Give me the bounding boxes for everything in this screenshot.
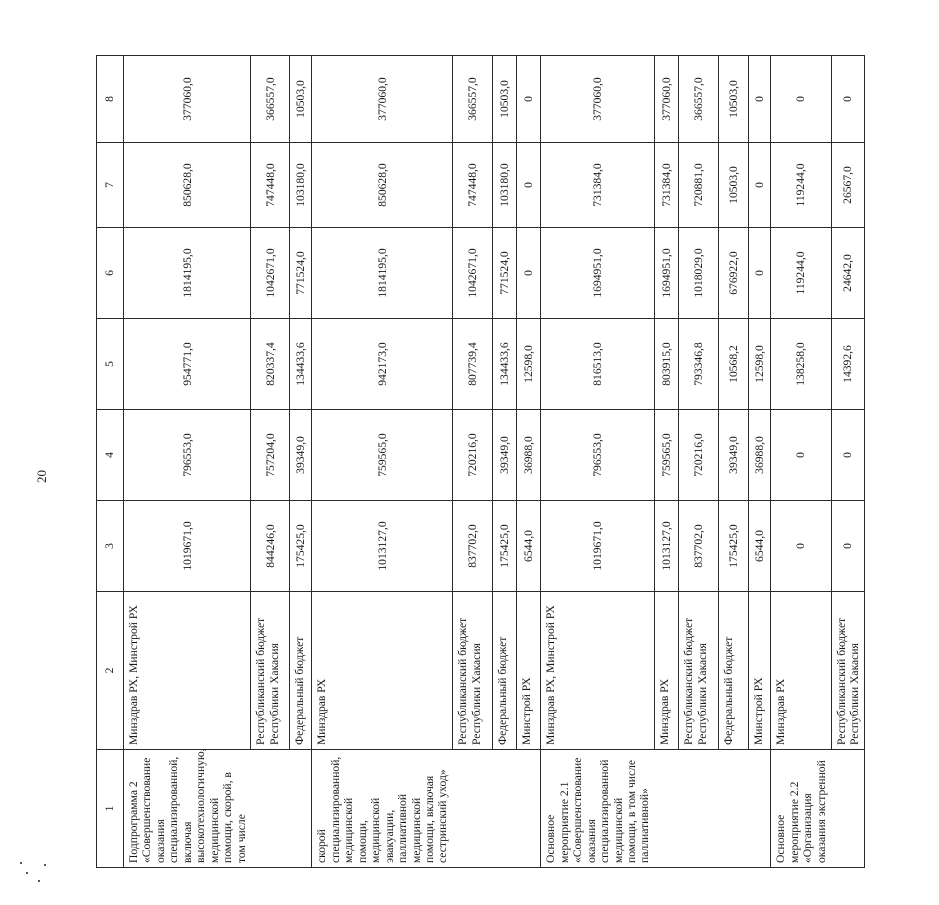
amount-cell: 138258,0	[771, 319, 831, 410]
amount-cell: 0	[831, 410, 865, 501]
amount-cell: 720216,0	[453, 410, 493, 501]
amount-cell: 747448,0	[251, 143, 290, 228]
amount-cell: 0	[771, 501, 831, 592]
amount-cell: 377060,0	[655, 56, 679, 143]
table-row	[541, 56, 655, 868]
header-cell: 6	[97, 228, 124, 319]
amount-cell: 676922,0	[719, 228, 749, 319]
program-name-cell	[749, 750, 771, 868]
header-cell: 4	[97, 410, 124, 501]
executor-source-cell: Федеральный бюджет	[493, 592, 517, 750]
amount-cell: 1042671,0	[251, 228, 290, 319]
table-row	[251, 56, 290, 868]
amount-cell: 12598,0	[749, 319, 771, 410]
amount-cell: 39349,0	[493, 410, 517, 501]
program-name-cell	[655, 750, 679, 868]
amount-cell: 0	[517, 143, 541, 228]
executor-source-cell: Федеральный бюджет	[719, 592, 749, 750]
amount-cell: 103180,0	[493, 143, 517, 228]
amount-cell: 119244,0	[771, 228, 831, 319]
program-name-cell	[251, 750, 290, 868]
amount-cell: 0	[749, 56, 771, 143]
program-name-cell	[679, 750, 719, 868]
amount-cell: 366557,0	[679, 56, 719, 143]
amount-cell: 26567,0	[831, 143, 865, 228]
amount-cell: 10503,0	[719, 56, 749, 143]
executor-source-cell: Минздрав РХ	[312, 592, 453, 750]
amount-cell: 366557,0	[453, 56, 493, 143]
executor-source-cell: Республиканский бюджет Республики Хакасия	[453, 592, 493, 750]
amount-cell: 803915,0	[655, 319, 679, 410]
amount-cell: 0	[517, 228, 541, 319]
amount-cell: 1694951,0	[655, 228, 679, 319]
amount-cell: 0	[771, 410, 831, 501]
amount-cell: 0	[831, 56, 865, 143]
amount-cell: 816513,0	[541, 319, 655, 410]
header-cell: 7	[97, 143, 124, 228]
executor-source-cell: Республиканский бюджет Республики Хакасия	[251, 592, 290, 750]
amount-cell: 36988,0	[749, 410, 771, 501]
table-row	[124, 56, 251, 868]
amount-cell: 1814195,0	[312, 228, 453, 319]
amount-cell: 0	[517, 56, 541, 143]
table-body	[97, 56, 865, 868]
amount-cell: 1694951,0	[541, 228, 655, 319]
executor-source-cell: Минстрой РХ	[517, 592, 541, 750]
amount-cell: 1013127,0	[655, 501, 679, 592]
table-row	[719, 56, 749, 868]
amount-cell: 119244,0	[771, 143, 831, 228]
amount-cell: 720216,0	[679, 410, 719, 501]
amount-cell: 844246,0	[251, 501, 290, 592]
program-name-cell	[290, 750, 312, 868]
amount-cell: 103180,0	[290, 143, 312, 228]
amount-cell: 10568,2	[719, 319, 749, 410]
executor-source-cell: Минздрав РХ, Минстрой РХ	[541, 592, 655, 750]
amount-cell: 837702,0	[679, 501, 719, 592]
amount-cell: 771524,0	[493, 228, 517, 319]
executor-source-cell: Минздрав РХ	[771, 592, 831, 750]
amount-cell: 720881,0	[679, 143, 719, 228]
amount-cell: 39349,0	[290, 410, 312, 501]
amount-cell: 837702,0	[453, 501, 493, 592]
table-row	[493, 56, 517, 868]
program-name-cell	[831, 750, 865, 868]
table-row	[290, 56, 312, 868]
amount-cell: 796553,0	[541, 410, 655, 501]
amount-cell: 807739,4	[453, 319, 493, 410]
table-row	[312, 56, 453, 868]
amount-cell: 377060,0	[541, 56, 655, 143]
header-cell: 2	[97, 592, 124, 750]
executor-source-cell: Федеральный бюджет	[290, 592, 312, 750]
amount-cell: 377060,0	[124, 56, 251, 143]
program-name-cell	[493, 750, 517, 868]
amount-cell: 175425,0	[493, 501, 517, 592]
amount-cell: 14392,6	[831, 319, 865, 410]
header-cell: 5	[97, 319, 124, 410]
amount-cell: 1013127,0	[312, 501, 453, 592]
program-name-cell	[517, 750, 541, 868]
program-name-cell: скорой специализированной, медицинской помощи, медицинской эвакуации, паллиативной медицинской помощи, включая сестринский уход»	[312, 750, 453, 868]
amount-cell: 942173,0	[312, 319, 453, 410]
header-cell: 3	[97, 501, 124, 592]
amount-cell: 759565,0	[655, 410, 679, 501]
amount-cell: 757204,0	[251, 410, 290, 501]
table-row	[771, 56, 831, 868]
page-number: 20	[34, 470, 49, 483]
amount-cell: 0	[771, 56, 831, 143]
table-row	[453, 56, 493, 868]
table-row	[749, 56, 771, 868]
amount-cell: 1042671,0	[453, 228, 493, 319]
amount-cell: 377060,0	[312, 56, 453, 143]
program-name-cell: Основное мероприятие 2.2 «Организация оказания экстренной	[771, 750, 831, 868]
amount-cell: 0	[749, 143, 771, 228]
rotated-table-container	[96, 56, 861, 868]
amount-cell: 10503,0	[290, 56, 312, 143]
executor-source-cell: Республиканский бюджет Республики Хакасия	[679, 592, 719, 750]
amount-cell: 1019671,0	[541, 501, 655, 592]
executor-source-cell: Республиканский бюджет Республики Хакасия	[831, 592, 865, 750]
program-name-cell: Основное мероприятие 2.1 «Совершенствование оказания специализированной медицинской помощи, в том числе паллиативной»	[541, 750, 655, 868]
amount-cell: 39349,0	[719, 410, 749, 501]
header-row	[97, 56, 124, 868]
amount-cell: 0	[749, 228, 771, 319]
amount-cell: 24642,0	[831, 228, 865, 319]
amount-cell: 10503,0	[719, 143, 749, 228]
table-row	[831, 56, 865, 868]
amount-cell: 954771,0	[124, 319, 251, 410]
amount-cell: 771524,0	[290, 228, 312, 319]
amount-cell: 6544,0	[749, 501, 771, 592]
amount-cell: 12598,0	[517, 319, 541, 410]
header-cell: 1	[97, 750, 124, 868]
amount-cell: 850628,0	[312, 143, 453, 228]
budget-table	[96, 55, 865, 868]
executor-source-cell: Минздрав РХ, Минстрой РХ	[124, 592, 251, 750]
amount-cell: 36988,0	[517, 410, 541, 501]
amount-cell: 134433,6	[290, 319, 312, 410]
program-name-cell: Подпрограмма 2 «Совершенствование оказания специализированной, включая высокотехнологичную, медицинской помощи, скорой, в том числе	[124, 750, 251, 868]
amount-cell: 747448,0	[453, 143, 493, 228]
amount-cell: 10503,0	[493, 56, 517, 143]
amount-cell: 850628,0	[124, 143, 251, 228]
amount-cell: 6544,0	[517, 501, 541, 592]
amount-cell: 1019671,0	[124, 501, 251, 592]
amount-cell: 175425,0	[719, 501, 749, 592]
header-cell: 8	[97, 56, 124, 143]
amount-cell: 1018029,0	[679, 228, 719, 319]
amount-cell: 759565,0	[312, 410, 453, 501]
program-name-cell	[453, 750, 493, 868]
amount-cell: 731384,0	[541, 143, 655, 228]
amount-cell: 820337,4	[251, 319, 290, 410]
table-row	[679, 56, 719, 868]
amount-cell: 175425,0	[290, 501, 312, 592]
amount-cell: 793346,8	[679, 319, 719, 410]
amount-cell: 796553,0	[124, 410, 251, 501]
amount-cell: 0	[831, 501, 865, 592]
table-row	[655, 56, 679, 868]
amount-cell: 1814195,0	[124, 228, 251, 319]
program-name-cell	[719, 750, 749, 868]
scan-edge-marks	[18, 858, 48, 888]
amount-cell: 366557,0	[251, 56, 290, 143]
amount-cell: 134433,6	[493, 319, 517, 410]
table-row	[517, 56, 541, 868]
amount-cell: 731384,0	[655, 143, 679, 228]
executor-source-cell: Минстрой РХ	[749, 592, 771, 750]
executor-source-cell: Минздрав РХ	[655, 592, 679, 750]
